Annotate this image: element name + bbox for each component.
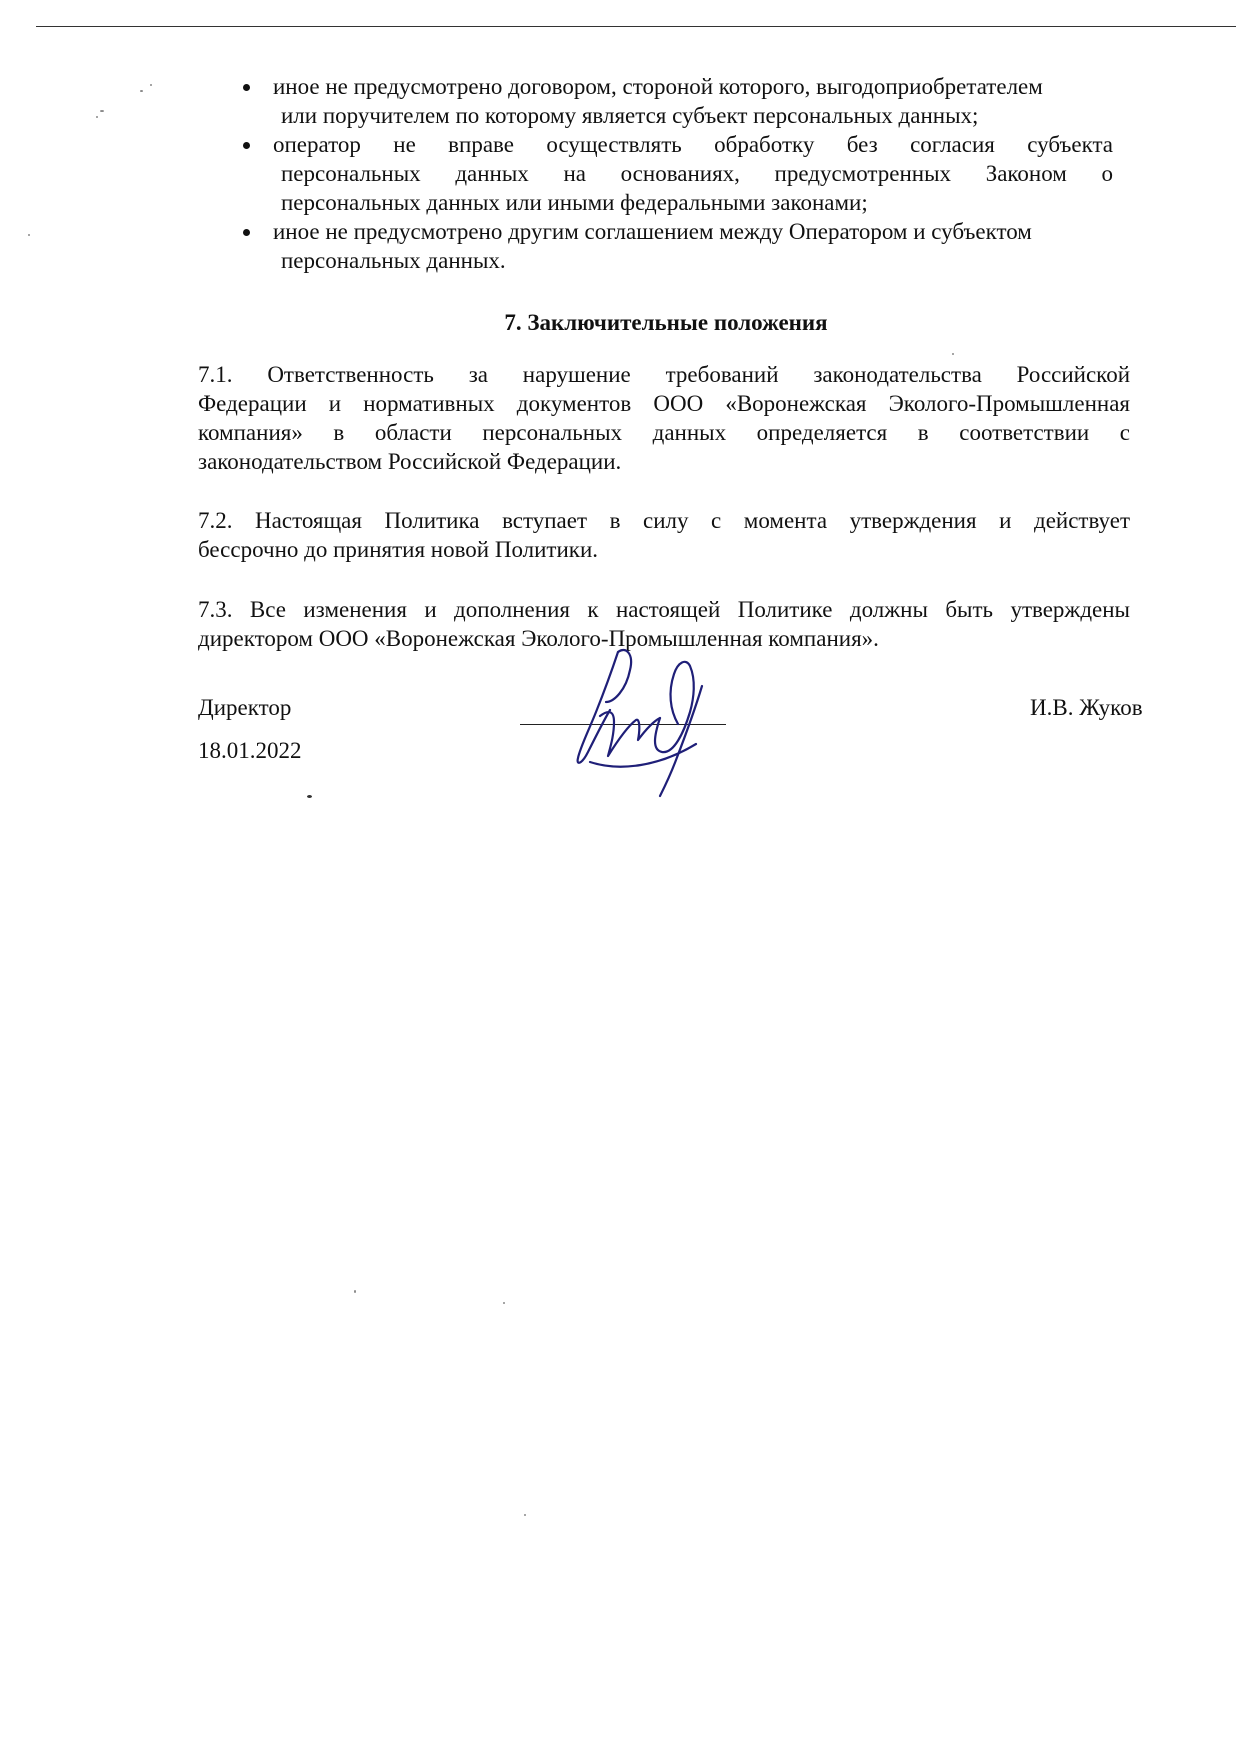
scan-speck: [524, 1514, 526, 1516]
bullet-line: иное не предусмотрено договором, стороной которого, выгодоприобретателем: [273, 74, 1043, 99]
signature-date: 18.01.2022: [198, 738, 302, 763]
paragraph-7-2: [198, 506, 1130, 564]
bullet-dot-icon: [243, 229, 250, 236]
scan-speck: [307, 795, 312, 798]
bullet-line: персональных данных или иными федеральными законами;: [281, 190, 868, 215]
signature-stroke: [578, 652, 618, 763]
scan-speck: [354, 1290, 356, 1293]
bullet-item: [0, 72, 1240, 130]
bullet-dot-icon: [243, 84, 250, 91]
scan-speck: [952, 353, 954, 355]
bullet-dot-icon: [243, 142, 250, 149]
bullet-item: [0, 130, 1240, 217]
paragraph-line: 7.1. Ответственность за нарушение требований законодательства Российской: [198, 362, 1130, 387]
bullet-line: персональных данных.: [281, 248, 506, 273]
handwritten-signature: [560, 640, 740, 800]
paragraph-line: компания» в области персональных данных определяется в соответствии с: [198, 420, 1130, 445]
paragraph-line: 7.3. Все изменения и дополнения к настоящей Политике должны быть утверждены: [198, 597, 1130, 622]
section-heading: 7. Заключительные положения: [504, 310, 828, 335]
signatory-position: Директор: [198, 695, 292, 720]
bullet-line: или поручителем по которому является субъект персональных данных;: [281, 103, 979, 128]
page-top-rule: [36, 26, 1236, 27]
bullet-line: персональных данных на основаниях, предусмотренных Законом о: [281, 161, 1113, 186]
scan-speck: [503, 1302, 505, 1304]
signature-stroke: [655, 662, 694, 752]
signatory-name: И.В. Жуков: [1030, 695, 1143, 720]
signature-stroke: [600, 712, 660, 756]
paragraph-line: бессрочно до принятия новой Политики.: [198, 537, 599, 562]
paragraph-line: законодательством Российской Федерации.: [198, 449, 622, 474]
bullet-line: оператор не вправе осуществлять обработку без согласия субъекта: [273, 132, 1113, 157]
signature-stroke: [660, 686, 702, 796]
paragraph-7-1: [198, 360, 1130, 476]
bullet-item: [0, 217, 1240, 275]
bullet-list: [0, 72, 1240, 275]
bullet-line: иное не предусмотрено другим соглашением между Оператором и субъектом: [273, 219, 1032, 244]
paragraph-line: директором ООО «Воронежская Эколого-Промышленная компания».: [198, 626, 879, 651]
paragraph-line: 7.2. Настоящая Политика вступает в силу с момента утверждения и действует: [198, 508, 1130, 533]
paragraph-line: Федерации и нормативных документов ООО «Воронежская Эколого-Промышленная: [198, 391, 1130, 416]
